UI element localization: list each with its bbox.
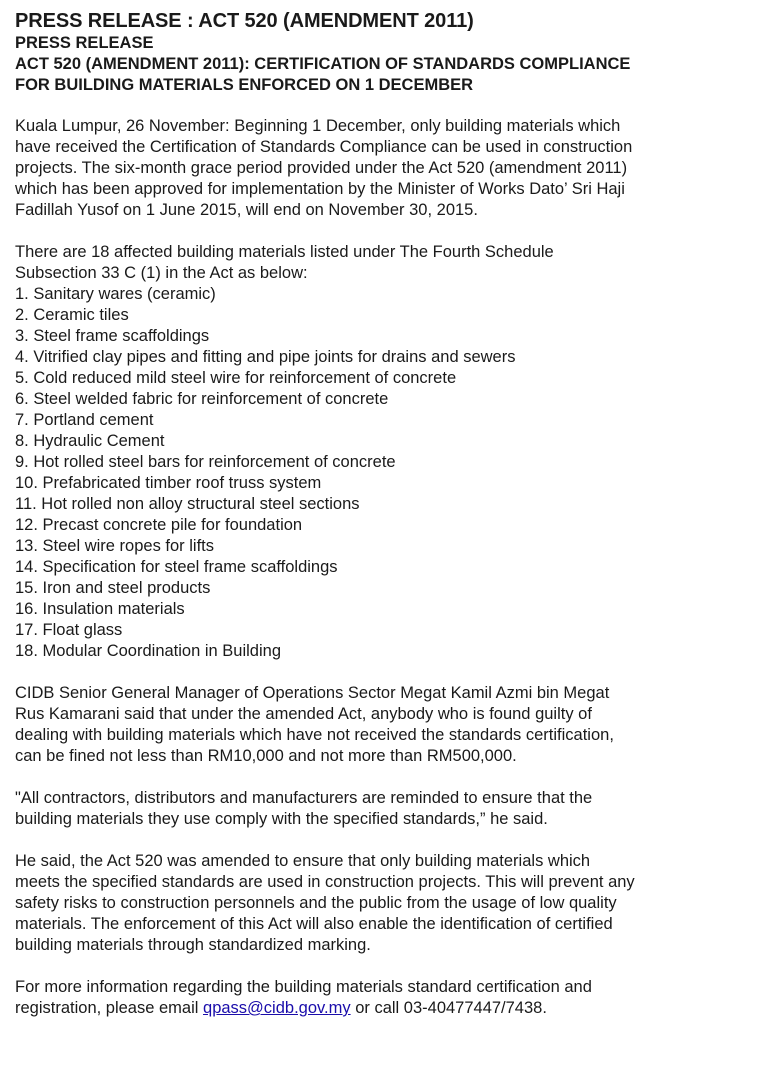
list-item: 8. Hydraulic Cement (15, 432, 165, 450)
list-item: 12. Precast concrete pile for foundation (15, 516, 303, 534)
text-line: building materials they use comply with the specified standards,” he said. (15, 810, 548, 828)
penalty-paragraph (15, 683, 755, 767)
subheading (15, 33, 755, 96)
text-line: materials. The enforcement of this Act will also enable the identification of certified (15, 915, 613, 933)
text-line: CIDB Senior General Manager of Operations Sector Megat Kamil Azmi bin Megat (15, 684, 610, 702)
list-item: 4. Vitrified clay pipes and fitting and pipe joints for drains and sewers (15, 348, 516, 366)
text-line: There are 18 affected building materials listed under The Fourth Schedule (15, 243, 554, 261)
list-item: 16. Insulation materials (15, 600, 185, 618)
quote-paragraph (15, 788, 755, 830)
text-line: Fadillah Yusof on 1 June 2015, will end on November 30, 2015. (15, 201, 478, 219)
list-intro (15, 242, 755, 284)
text-line: meets the specified standards are used in construction projects. This will prevent any (15, 873, 635, 891)
list-item: 15. Iron and steel products (15, 579, 211, 597)
materials-list (15, 284, 755, 662)
text-line: Kuala Lumpur, 26 November: Beginning 1 December, only building materials which (15, 117, 621, 135)
contact-prefix: registration, please email (15, 999, 204, 1017)
text-line: "All contractors, distributors and manufacturers are reminded to ensure that the (15, 789, 593, 807)
subheading-line: FOR BUILDING MATERIALS ENFORCED ON 1 DECEMBER (15, 76, 474, 94)
list-item: 10. Prefabricated timber roof truss system (15, 474, 322, 492)
list-item: 13. Steel wire ropes for lifts (15, 537, 214, 555)
list-item: 3. Steel frame scaffoldings (15, 327, 210, 345)
list-item: 18. Modular Coordination in Building (15, 642, 281, 660)
subheading-line: PRESS RELEASE (15, 34, 154, 52)
list-item: 14. Specification for steel frame scaffoldings (15, 558, 338, 576)
text-line: He said, the Act 520 was amended to ensure that only building materials which (15, 852, 591, 870)
text-line (15, 998, 755, 1019)
list-item: 17. Float glass (15, 621, 123, 639)
list-item: 6. Steel welded fabric for reinforcement of concrete (15, 390, 389, 408)
email-link[interactable]: qpass@cidb.gov.my (203, 999, 351, 1017)
contact-suffix: or call 03-40477447/7438. (350, 999, 547, 1017)
text-line: Subsection 33 C (1) in the Act as below: (15, 264, 308, 282)
text-line: building materials through standardized marking. (15, 936, 371, 954)
text-line: which has been approved for implementation by the Minister of Works Dato’ Sri Haji (15, 180, 625, 198)
text-line: dealing with building materials which have not received the standards certification, (15, 726, 614, 744)
list-item: 7. Portland cement (15, 411, 154, 429)
text-line: projects. The six-month grace period provided under the Act 520 (amendment 2011) (15, 159, 628, 177)
list-item: 1. Sanitary wares (ceramic) (15, 285, 216, 303)
list-item: 2. Ceramic tiles (15, 306, 129, 324)
page-title: PRESS RELEASE : ACT 520 (AMENDMENT 2011) (15, 10, 474, 32)
text-line: can be fined not less than RM10,000 and not more than RM500,000. (15, 747, 517, 765)
intro-paragraph (15, 116, 755, 221)
list-item: 5. Cold reduced mild steel wire for reinforcement of concrete (15, 369, 457, 387)
amendment-paragraph (15, 851, 755, 956)
text-line: For more information regarding the building materials standard certification and (15, 978, 592, 996)
contact-paragraph (15, 977, 755, 1019)
text-line: Rus Kamarani said that under the amended Act, anybody who is found guilty of (15, 705, 592, 723)
list-item: 9. Hot rolled steel bars for reinforcement of concrete (15, 453, 396, 471)
text-line: have received the Certification of Standards Compliance can be used in construction (15, 138, 633, 156)
subheading-line: ACT 520 (AMENDMENT 2011): CERTIFICATION OF STANDARDS COMPLIANCE (15, 55, 631, 73)
text-line: safety risks to construction personnels and the public from the usage of low quality (15, 894, 617, 912)
list-item: 11. Hot rolled non alloy structural steel sections (15, 495, 360, 513)
